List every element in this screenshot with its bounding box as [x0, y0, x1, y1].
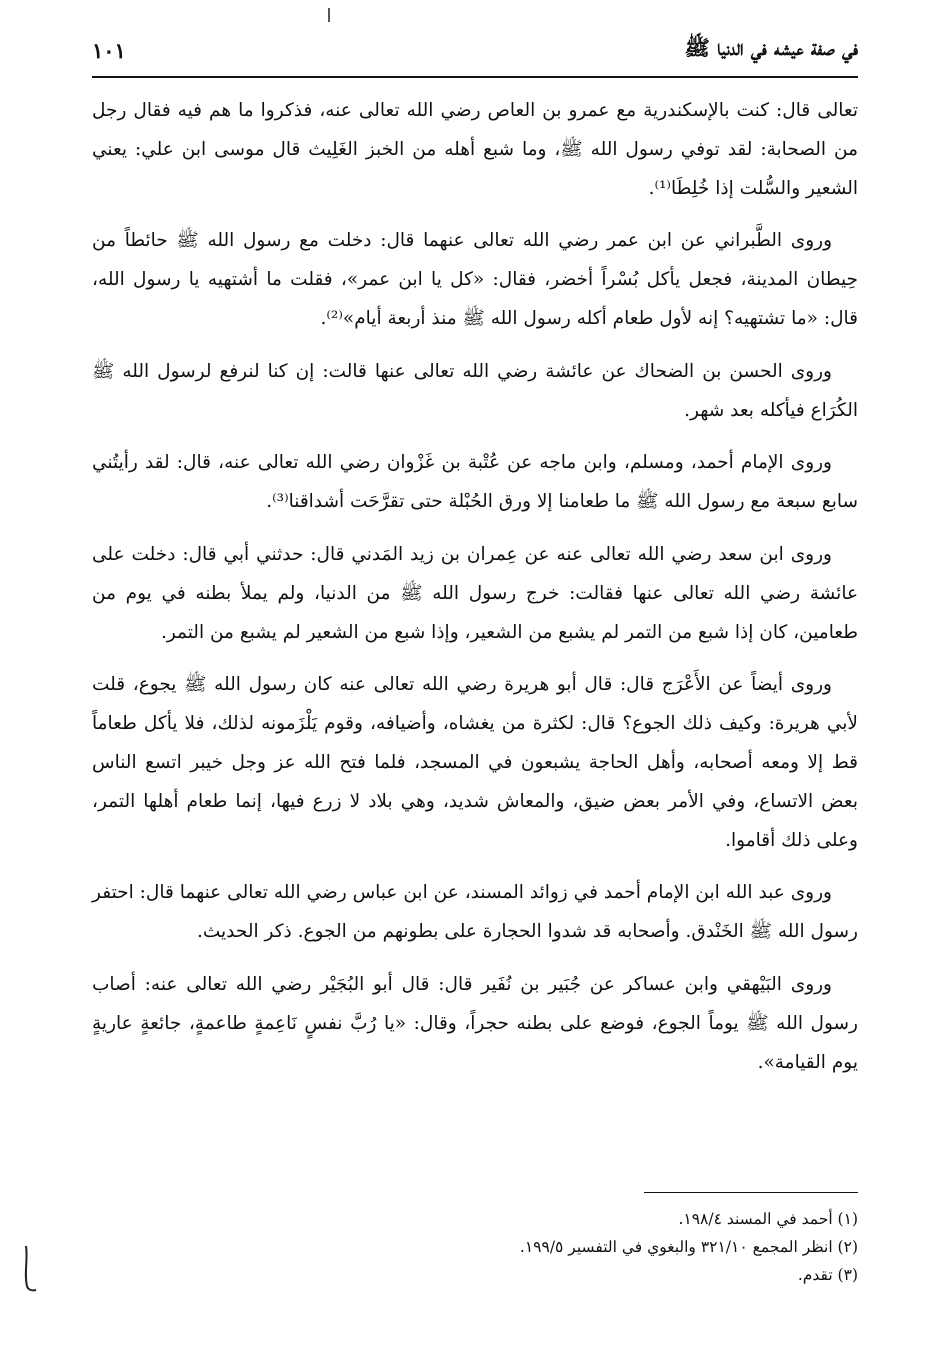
running-title: في صفة عيشه في الدنيا ﷺ: [684, 34, 858, 60]
margin-scan-mark: [18, 1244, 38, 1294]
paragraph: وروى عبد الله ابن الإمام أحمد في زوائد المسند، عن ابن عباس رضي الله تعالى عنهما قال: احتفر رسول الله ﷺ الخَنْدق. وأصحابه قد شدوا الحجارة على بطونهم من الجوع. ذكر الحديث.: [92, 882, 858, 943]
page-header: [92, 30, 858, 70]
footnote-rule: [644, 1192, 858, 1193]
footnote: (١) أحمد في المسند ١٩٨/٤.: [678, 1210, 858, 1228]
footnote: (٢) انظر المجمع ٣٢١/١٠ والبغوي في التفسير ١٩٩/٥.: [519, 1238, 858, 1256]
paragraph: وروى الإمام أحمد، ومسلم، وابن ماجه عن عُتْبة بن غَزْوان رضي الله تعالى عنه، قال: لقد رأيتُني سابع سبعة مع رسول الله ﷺ ما طعامنا إلا ورق الحُبْلة حتى تقرَّحَت أشداقنا⁽³⁾.: [92, 452, 858, 513]
paragraph: وروى الحسن بن الضحاك عن عائشة رضي الله تعالى عنها قالت: إن كنا لنرفع لرسول الله ﷺ الكُرَاع فيأكله بعد شهر.: [92, 360, 858, 421]
paragraph: تعالى قال: كنت بالإسكندرية مع عمرو بن العاص رضي الله تعالى عنه، فذكروا ما هم فيه فقال رجل من الصحابة: لقد توفي رسول الله ﷺ، وما شبع أهله من الخبز الغَلِيث قال موسى ابن علي: يعني الشعير والسُّلت إذا خُلِطَا⁽¹⁾.: [92, 100, 858, 199]
paragraph: وروى البَيْهقي وابن عساكر عن جُبَير بن نُفَير قال: قال أبو البُجَيْر رضي الله تعالى عنه: أصاب رسول الله ﷺ يوماً الجوع، فوضع على بطنه حجراً، وقال: «يا رُبَّ نفسٍ نَاعِمةٍ طاعمةٍ، جائعةٍ عاريةٍ يوم القيامة».: [92, 973, 858, 1073]
paragraph: وروى ابن سعد رضي الله تعالى عنه عن عِمران بن زيد المَدني قال: حدثني أبي قال: دخلت على عائشة رضي الله تعالى عنها فقالت: خرج رسول الله ﷺ من الدنيا، ولم يملأ بطنه في يوم من طعامين، كان إذا شبع من التمر لم يشبع من الشعير، وإذا شبع من الشعير لم يشبع من التمر.: [92, 543, 858, 643]
paragraph: وروى أيضاً عن الأَعْرَج قال: قال أبو هريرة رضي الله تعالى عنه كان رسول الله ﷺ يجوع، قلت لأبي هريرة: وكيف ذلك الجوع؟ قال: لكثرة من يغشاه، وأضيافه، وقوم يَلْزَمونه لذلك، فلا يأكل طعاماً قط إلا ومعه أصحابه، وأهل الحاجة يشبعون في المسجد، فلما فتح الله عز وجل خيبر اتسع الناس بعض الاتساع، وفي الأمر بعض ضيق، والمعاش شديد، وهي بلاد لا زرع فيها، إنما طعام أهلها التمر، وعلى ذلك أقاموا.: [92, 674, 858, 851]
footnotes: [92, 1205, 858, 1289]
page-number: ١٠١: [92, 37, 126, 63]
body-text: [92, 92, 858, 1096]
header-rule: [92, 76, 858, 78]
scan-mark: [328, 8, 330, 22]
footnote: (٣) تقدم.: [797, 1266, 858, 1284]
paragraph: وروى الطَّبراني عن ابن عمر رضي الله تعالى عنهما قال: دخلت مع رسول الله ﷺ حائطاً من حِيطان المدينة، فجعل يأكل بُسْراً أخضر، فقال: «كل يا ابن عمر»، فقلت ما أشتهيه يا رسول الله، قال: «ما تشتهيه؟ إنه لأول طعام أكله رسول الله ﷺ منذ أربعة أيام»⁽²⁾.: [92, 230, 858, 329]
